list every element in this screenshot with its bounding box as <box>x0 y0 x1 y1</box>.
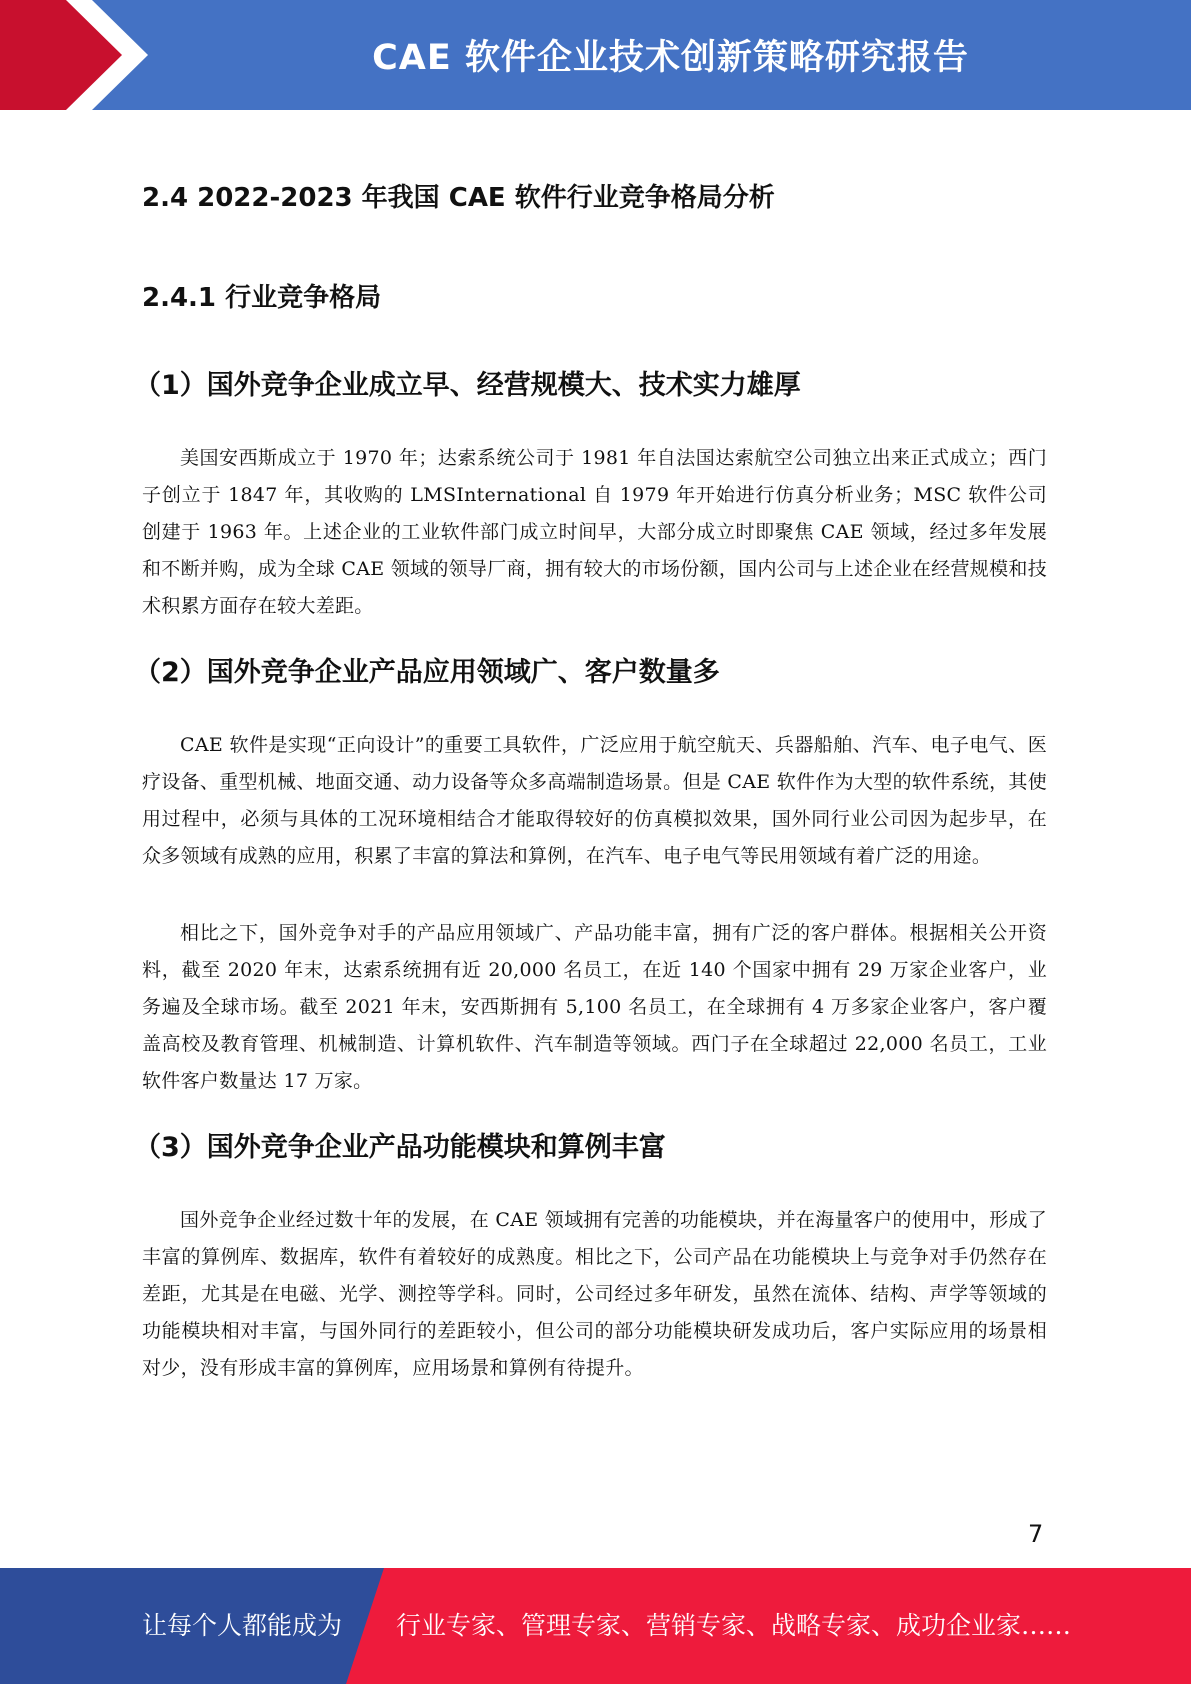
footer-slogan-left: 让每个人都能成为 <box>142 1611 343 1640</box>
chevron-arrow-icon <box>0 0 160 110</box>
paragraph-4: 国外竞争企业经过数十年的发展，在 CAE 领域拥有完善的功能模块，并在海量客户的使用中，形成了丰富的算例库、数据库，软件有着较好的成熟度。相比之下，公司产品在功能模块上与竞争对手仍然存在差距，尤其是在电磁、光学、测控等学科。同时，公司经过多年研发，虽然在流体、结构、声学等领域的功能模块相对丰富，与国外同行的差距较小，但公司的部分功能模块研发成功后，客户实际应用的场景相对少，没有形成丰富的算例库，应用场景和算例有待提升。 <box>142 1209 1047 1379</box>
point-heading-3: （3）国外竞争企业产品功能模块和算例丰富 <box>134 1132 666 1163</box>
point-heading-2: （2）国外竞争企业产品应用领域广、客户数量多 <box>134 657 720 688</box>
paragraph-3: 相比之下，国外竞争对手的产品应用领域广、产品功能丰富，拥有广泛的客户群体。根据相关公开资料，截至 2020 年末，达索系统拥有近 20,000 名员工，在近 140 个国家中拥有 29 万家企业客户，业务遍及全球市场。截至 2021 年末，安西斯拥有 5,100 名员工，在全球拥有 4 万多家企业客户，客户覆盖高校及教育管理、机械制造、计算机软件、汽车制造等领域。西门子在全球超过 22,000 名员工，工业软件客户数量达 17 万家。 <box>142 922 1047 1092</box>
paragraph-1: 美国安西斯成立于 1970 年；达索系统公司于 1981 年自法国达索航空公司独立出来正式成立；西门子创立于 1847 年，其收购的 LMSInternational 自 1979 年开始进行仿真分析业务；MSC 软件公司创建于 1963 年。上述企业的工业软件部门成立时间早，大部分成立时即聚焦 CAE 领域，经过多年发展和不断并购，成为全球 CAE 领域的领导厂商，拥有较大的市场份额，国内公司与上述企业在经营规模和技术积累方面存在较大差距。 <box>142 447 1047 617</box>
section-heading: 2.4 2022-2023 年我国 CAE 软件行业竞争格局分析 <box>142 183 775 213</box>
footer-banner <box>0 1568 1191 1684</box>
header-banner <box>0 0 1191 110</box>
main-content <box>134 178 1047 1387</box>
page-number: 7 <box>1028 1520 1044 1548</box>
point-heading-1: （1）国外竞争企业成立早、经营规模大、技术实力雄厚 <box>134 370 801 401</box>
report-title: CAE 软件企业技术创新策略研究报告 <box>372 38 969 78</box>
subsection-heading: 2.4.1 行业竞争格局 <box>142 283 382 313</box>
paragraph-2: CAE 软件是实现“正向设计”的重要工具软件，广泛应用于航空航天、兵器船舶、汽车、电子电气、医疗设备、重型机械、地面交通、动力设备等众多高端制造场景。但是 CAE 软件作为大型的软件系统，其使用过程中，必须与具体的工况环境相结合才能取得较好的仿真模拟效果，国外同行业公司因为起步早，在众多领域有成熟的应用，积累了丰富的算法和算例，在汽车、电子电气等民用领域有着广泛的用途。 <box>142 734 1047 867</box>
footer-slogan-right: 行业专家、管理专家、营销专家、战略专家、成功企业家…… <box>396 1611 1072 1640</box>
